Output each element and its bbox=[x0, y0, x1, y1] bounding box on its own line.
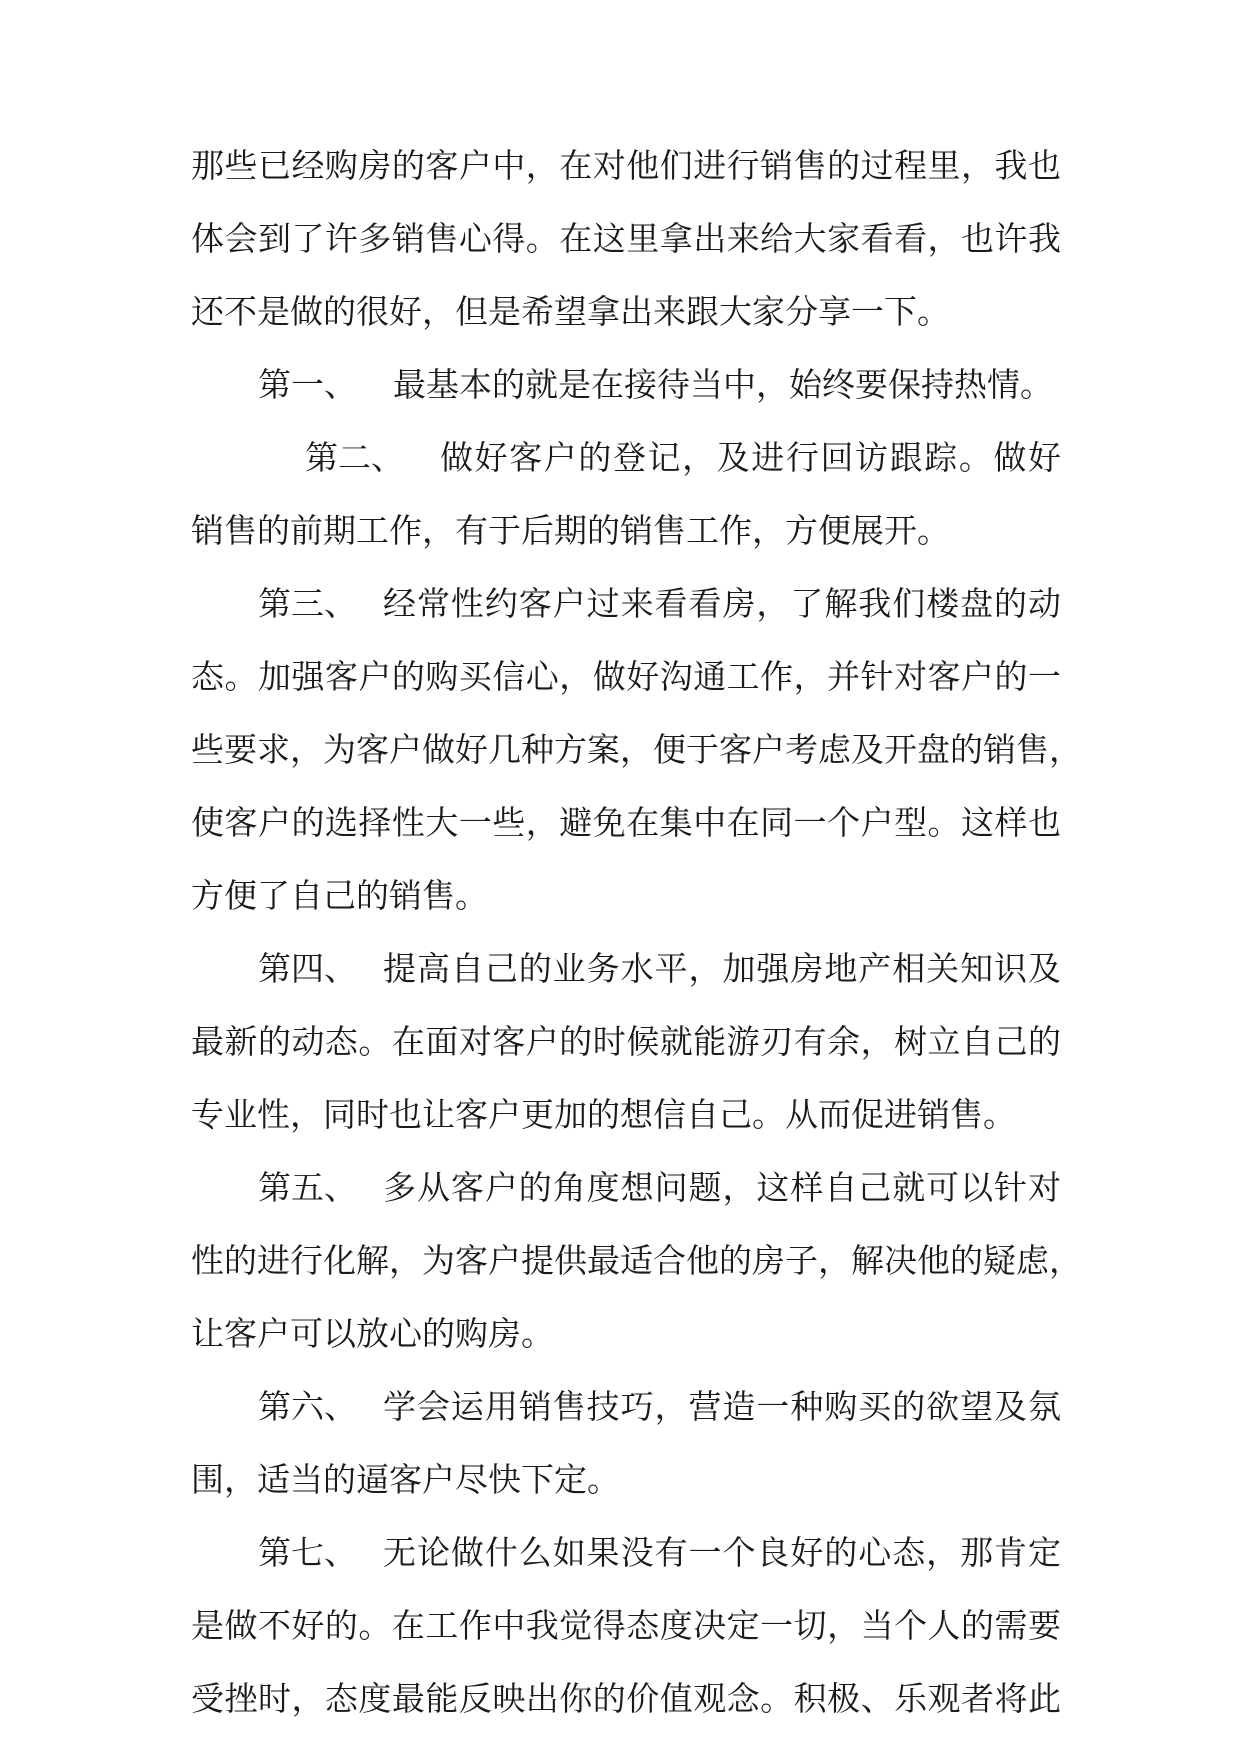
item-7-text-line-1: 无论做什么如果没有一个良好的心态，那肯定 bbox=[383, 1533, 1061, 1572]
item-4-text-line-1: 提高自己的业务水平，加强房地产相关知识及 bbox=[383, 949, 1061, 988]
intro-line-3: 还不是做的很好，但是希望拿出来跟大家分享一下。 bbox=[191, 292, 950, 331]
item-7-text-line-3: 受挫时，态度最能反映出你的价值观念。积极、乐观者将此 bbox=[191, 1679, 1061, 1718]
item-1-heading: 第一、 bbox=[258, 365, 357, 404]
item-4-heading: 第四、 bbox=[258, 949, 357, 988]
item-5-text-line-1: 多从客户的角度想问题，这样自己就可以针对 bbox=[383, 1168, 1061, 1207]
intro-line-2: 体会到了许多销售心得。在这里拿出来给大家看看，也许我 bbox=[191, 219, 1061, 258]
item-7-heading: 第七、 bbox=[258, 1533, 357, 1572]
item-6-text-line-1: 学会运用销售技巧，营造一种购买的欲望及氛 bbox=[383, 1387, 1061, 1426]
item-2-heading: 第二、 bbox=[305, 438, 404, 477]
item-7-text-line-2: 是做不好的。在工作中我觉得态度决定一切，当个人的需要 bbox=[191, 1606, 1061, 1645]
item-6-heading: 第六、 bbox=[258, 1387, 357, 1426]
item-1-text-line-1: 最基本的就是在接待当中，始终要保持热情。 bbox=[393, 365, 1053, 404]
item-4-text-line-3: 专业性，同时也让客户更加的想信自己。从而促进销售。 bbox=[191, 1095, 1016, 1134]
item-5-text-line-3: 让客户可以放心的购房。 bbox=[191, 1314, 554, 1353]
item-2-text-line-2: 销售的前期工作，有于后期的销售工作，方便展开。 bbox=[191, 511, 950, 550]
item-6-text-line-2: 围，适当的逼客户尽快下定。 bbox=[191, 1460, 620, 1499]
item-5-heading: 第五、 bbox=[258, 1168, 357, 1207]
item-3-heading: 第三、 bbox=[258, 584, 357, 623]
item-3-text-line-5: 方便了自己的销售。 bbox=[191, 876, 488, 915]
item-3-text-line-4: 使客户的选择性大一些，避免在集中在同一个户型。这样也 bbox=[191, 803, 1061, 842]
item-3-text-line-1: 经常性约客户过来看看房，了解我们楼盘的动 bbox=[383, 584, 1061, 623]
item-5-text-line-2: 性的进行化解，为客户提供最适合他的房子，解决他的疑虑， bbox=[191, 1241, 1082, 1280]
intro-line-1: 那些已经购房的客户中，在对他们进行销售的过程里，我也 bbox=[191, 146, 1061, 185]
item-3-text-line-2: 态。加强客户的购买信心，做好沟通工作，并针对客户的一 bbox=[191, 657, 1061, 696]
item-4-text-line-2: 最新的动态。在面对客户的时候就能游刃有余，树立自己的 bbox=[191, 1022, 1061, 1061]
item-2-text-line-1: 做好客户的登记，及进行回访跟踪。做好 bbox=[440, 438, 1061, 477]
item-3-text-line-3: 些要求，为客户做好几种方案，便于客户考虑及开盘的销售， bbox=[191, 730, 1082, 769]
